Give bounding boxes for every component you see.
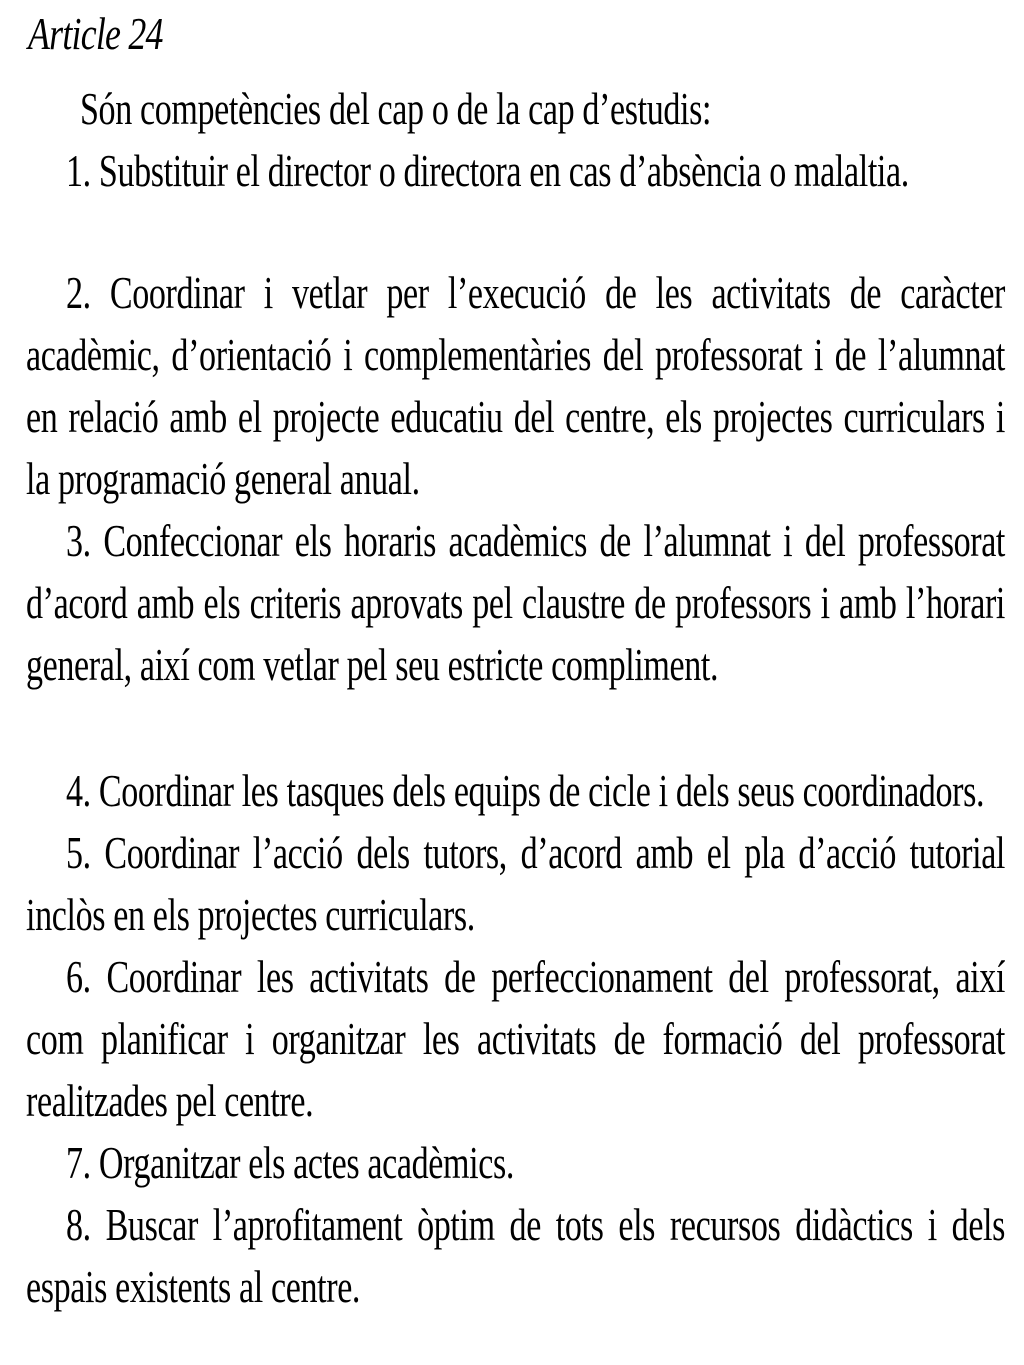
- item-6: 6. Coordinar les activitats de perfeccionament del professorat, així com planificar i organitzar les activitats de formació del professorat realitzades pel centre.: [26, 951, 1006, 1126]
- item-7: 7. Organitzar els actes acadèmics.: [65, 1137, 514, 1188]
- item-block-1: [26, 140, 1006, 202]
- item-block-2: [26, 262, 1006, 696]
- item-3: 3. Confeccionar els horaris acadèmics de l’alumnat i del professorat d’acord amb els criteris aprovats pel claustre de professors i amb l’horari general, així com vetlar pel seu estricte compliment.: [26, 515, 1006, 690]
- article-intro: Són competències del cap o de la cap d’estudis:: [80, 83, 712, 134]
- item-2: 2. Coordinar i vetlar per l’execució de les activitats de caràcter acadèmic, d’orientació i complementàries del professorat i de l’alumnat en relació amb el projecte educatiu del centre, els projectes curriculars i la programació general anual.: [26, 267, 1006, 504]
- item-8: 8. Buscar l’aprofitament òptim de tots els recursos didàctics i dels espais existents al centre.: [26, 1199, 1006, 1312]
- item-1: 1. Substituir el director o directora en cas d’absència o malaltia.: [65, 145, 909, 196]
- item-5: 5. Coordinar l’acció dels tutors, d’acord amb el pla d’acció tutorial inclòs en els projectes curriculars.: [26, 827, 1006, 940]
- article-heading: Article 24: [28, 8, 163, 59]
- item-4: 4. Coordinar les tasques dels equips de cicle i dels seus coordinadors.: [65, 765, 985, 816]
- item-block-3: [26, 760, 1006, 1318]
